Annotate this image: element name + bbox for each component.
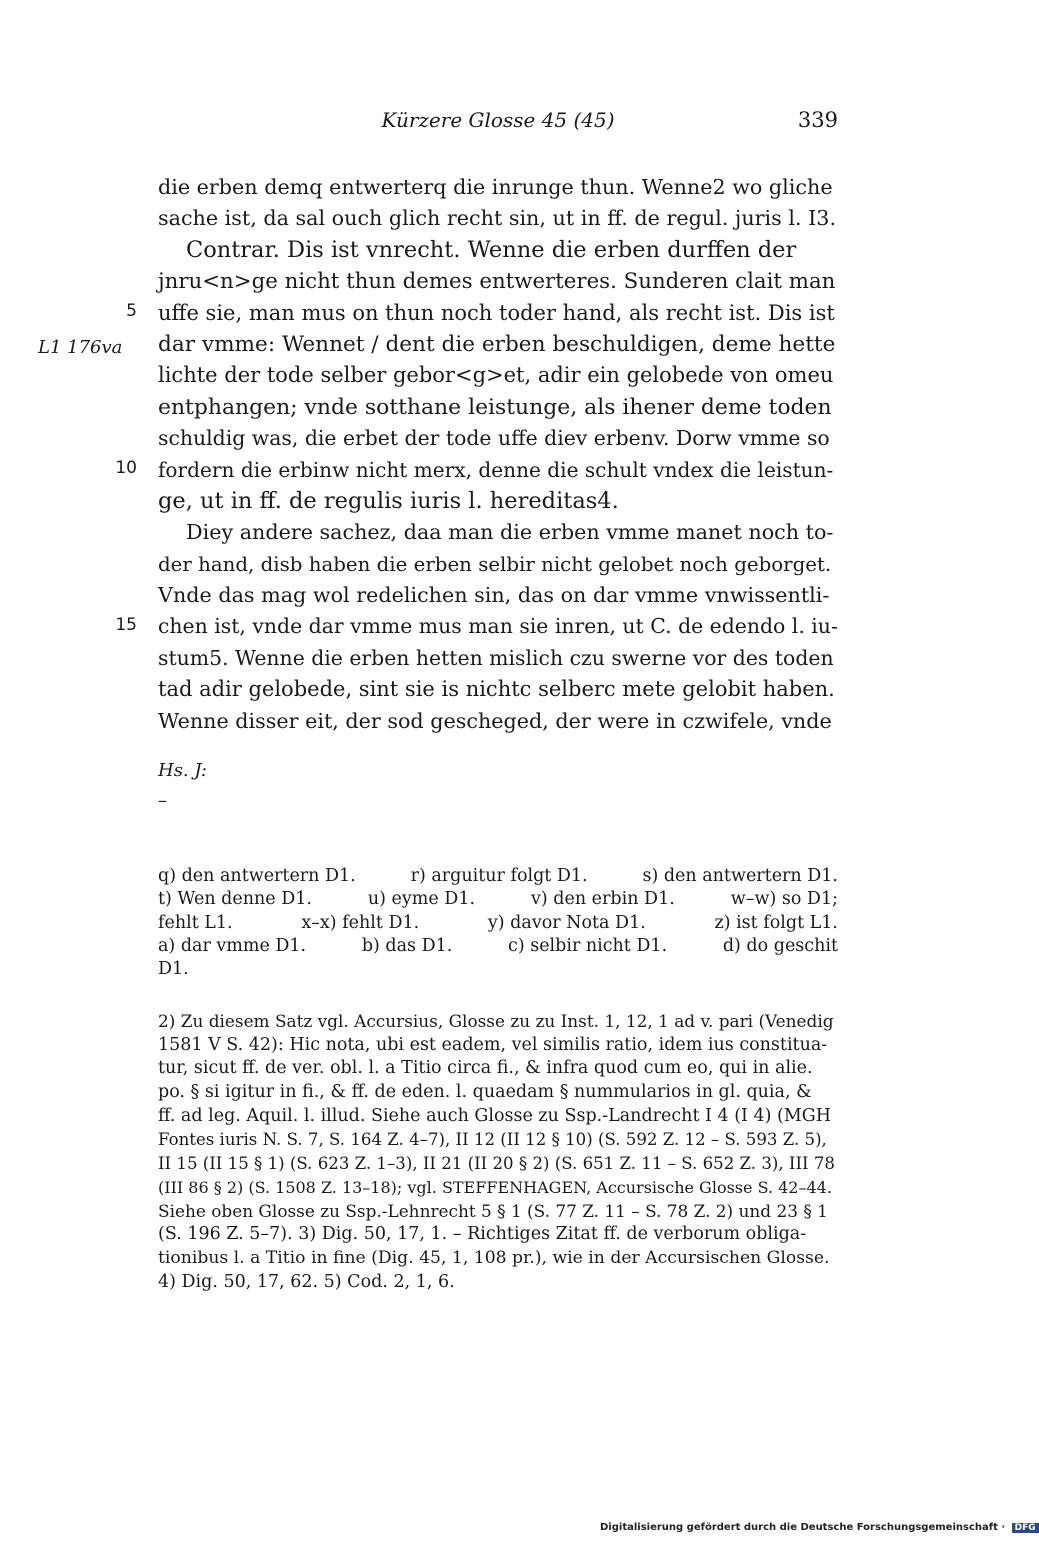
text-line: der hand, disb haben die erben selbir nicht gelobet noch geborget. xyxy=(158,552,832,576)
apparatus-line: fehlt L1. x–x) fehlt D1. y) davor Nota D1. z) ist folgt L1. xyxy=(158,912,838,933)
footnote-line: 2) Zu diesem Satz vgl. Accursius, Glosse zu zu Inst. 1, 12, 1 ad v. pari (Venedig xyxy=(158,1011,834,1031)
text-line: die erben demq entwerterq die inrunge thun. Wenne2 wo gliche xyxy=(158,175,833,199)
footnotes xyxy=(158,1010,838,1294)
footnote-line: (S. 196 Z. 5–7). 3) Dig. 50, 17, 1. – Richtiges Zitat ff. de verborum obliga- xyxy=(158,1224,807,1245)
footnote-line: II 15 (II 15 § 1) (S. 623 Z. 1–3), II 21 (II 20 § 2) (S. 651 Z. 11 – S. 652 Z. 3), III 78 xyxy=(158,1154,835,1174)
line-number: 5 xyxy=(126,301,137,321)
footnote-line: Fontes iuris N. S. 7, S. 164 Z. 4–7), II 12 (II 12 § 10) (S. 592 Z. 12 – S. 593 Z. 5), xyxy=(158,1130,827,1150)
footnote-line: tionibus l. a Titio in fine (Dig. 45, 1, 108 pr.), wie in der Accursischen Glosse. xyxy=(158,1247,830,1268)
text-line: Contrar. Dis ist vnrecht. Wenne die erben durffen der xyxy=(186,236,797,263)
margin-note: L1 176va xyxy=(38,337,123,358)
text-line: dar vmme: Wennet / dent die erben beschuldigen, deme hette xyxy=(158,331,836,357)
footnote-line: 4) Dig. 50, 17, 62. 5) Cod. 2, 1, 6. xyxy=(158,1271,455,1292)
text-line: lichte der tode selber gebor<g>et, adir ein gelobede von omeu xyxy=(158,363,834,388)
footnote-line: Siehe oben Glosse zu Ssp.-Lehnrecht 5 § 1 (S. 77 Z. 11 – S. 78 Z. 2) und 23 § 1 xyxy=(158,1200,828,1221)
page-number: 339 xyxy=(797,108,838,132)
footnote-line: po. § si igitur in fi., & ff. de eden. l. quaedam § nummularios in gl. quia, & xyxy=(158,1082,812,1103)
text-line: chen ist, vnde dar vmme mus man sie inren, ut C. de edendo l. iu- xyxy=(158,614,838,639)
running-title: Kürzere Glosse 45 (45) xyxy=(381,108,615,132)
line-number: 10 xyxy=(115,458,137,478)
apparatus-line: D1. xyxy=(158,959,189,980)
text-line: Wenne disser eit, der sod gescheged, der were in czwifele, vnde xyxy=(158,708,832,733)
footnote-line: ff. ad leg. Aquil. l. illud. Siehe auch Glosse zu Ssp.-Landrecht I 4 (I 4) (MGH xyxy=(158,1105,832,1126)
dfg-logo: DFG xyxy=(1012,1523,1039,1533)
text-line: stum5. Wenne die erben hetten mislich czu swerne vor des toden xyxy=(158,645,834,670)
hs-label: Hs. J: xyxy=(158,760,207,781)
apparatus-line: t) Wen denne D1. u) eyme D1. v) den erbin D1. w–w) so D1; xyxy=(158,889,838,910)
running-header xyxy=(158,108,838,138)
funding-text: Digitalisierung gefördert durch die Deutsche Forschungsgemeinschaft xyxy=(600,1522,998,1533)
apparatus-line: a) dar vmme D1. b) das D1. c) selbir nicht D1. d) do geschit xyxy=(158,935,838,956)
funding-footer: Digitalisierung gefördert durch die Deutsche Forschungsgemeinschaft · DFG xyxy=(600,1522,992,1538)
text-line: ge, ut in ff. de regulis iuris l. hereditas4. xyxy=(158,487,619,514)
text-line: Vnde das mag wol redelichen sin, das on dar vmme vnwissentli- xyxy=(158,583,830,608)
critical-apparatus xyxy=(158,865,838,981)
text-line: Diey andere sachez, daa man die erben vmme manet noch to- xyxy=(186,520,834,545)
text-line: schuldig was, die erbet der tode uffe diev erbenv. Dorw vmme so xyxy=(158,426,830,451)
text-line: jnru<n>ge nicht thun demes entwerteres. Sunderen clait man xyxy=(158,269,836,295)
footnote-line: (III 86 § 2) (S. 1508 Z. 13–18); vgl. STEFFENHAGEN, Accursische Glosse S. 42–44. xyxy=(158,1177,832,1197)
text-line: sache ist, da sal ouch glich recht sin, ut in ff. de regul. juris l. I3. xyxy=(158,206,837,231)
text-line: tad adir gelobede, sint sie is nichtc selberc mete gelobit haben. xyxy=(158,677,835,702)
footnote-line: tur, sicut ff. de ver. obl. l. a Titio circa fi., & infra quod cum eo, qui in alie. xyxy=(158,1058,813,1079)
text-line: fordern die erbinw nicht merx, denne die schult vndex die leistun- xyxy=(158,457,834,482)
text-line: entphangen; vnde sotthane leistunge, als ihener deme toden xyxy=(158,394,832,420)
footnote-line: 1581 V S. 42): Hic nota, ubi est eadem, vel similis ratio, idem ius constitua- xyxy=(158,1034,828,1055)
apparatus-line: q) den antwertern D1. r) arguitur folgt D1. s) den antwertern D1. xyxy=(158,866,838,886)
hs-value: – xyxy=(158,790,167,811)
main-text xyxy=(158,172,838,737)
text-line: uffe sie, man mus on thun noch toder hand, als recht ist. Dis ist xyxy=(158,300,835,325)
line-number: 15 xyxy=(115,615,137,635)
